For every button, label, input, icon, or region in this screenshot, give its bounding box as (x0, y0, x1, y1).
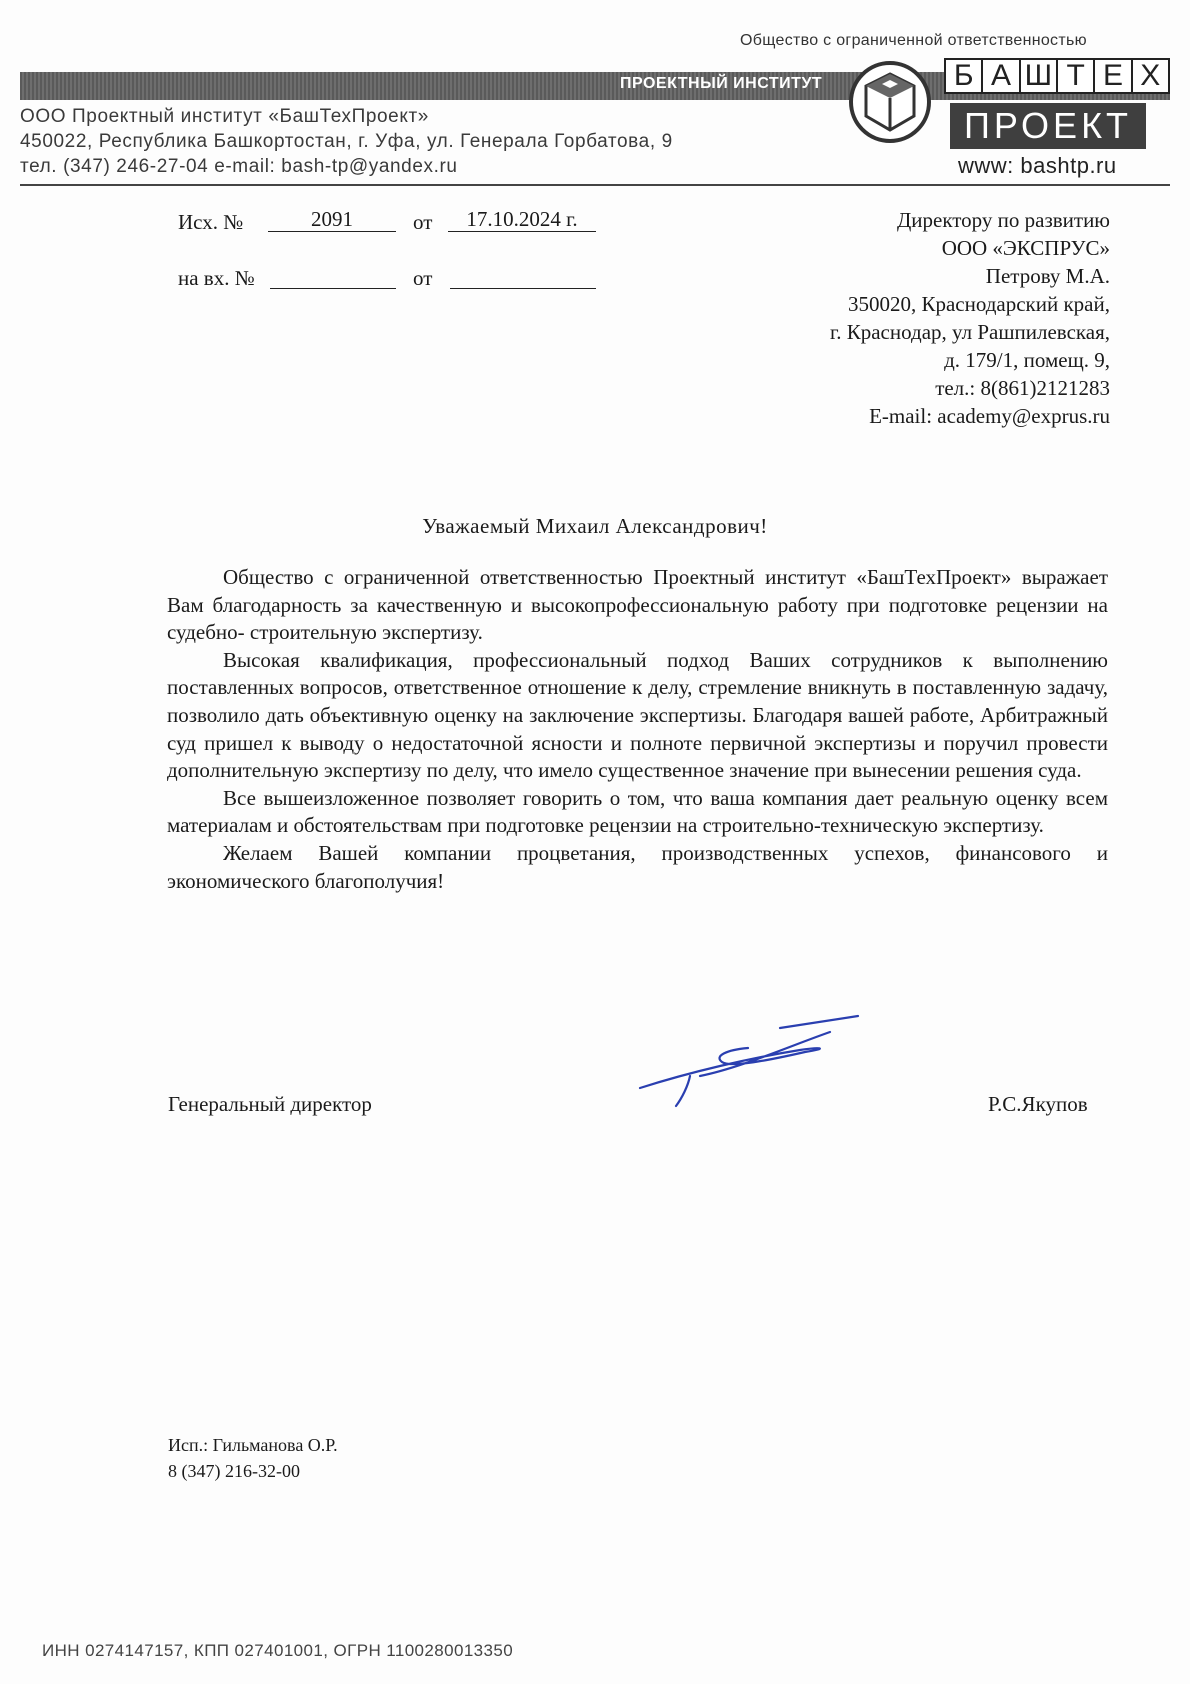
brand-letter: Т (1056, 58, 1095, 94)
executor-phone: 8 (347) 216-32-00 (168, 1461, 300, 1481)
letterhead-divider (20, 184, 1170, 186)
letterhead-brand-proekt: ПРОЕКТ (950, 103, 1146, 149)
signatory-title: Генеральный директор (168, 1092, 372, 1116)
brand-letter: Х (1131, 58, 1170, 94)
incoming-date-label: от (413, 266, 433, 290)
handwritten-signature (630, 1010, 860, 1110)
body-paragraph: Общество с ограниченной ответственностью Проектный институт «БашТехПроект» выражает Вам благодарность за качественную и высокопрофессиональную работу при подготовке рецензии на судебно- строительную экспертизу. (167, 565, 1108, 645)
letterhead-website: www: bashtp.ru (958, 153, 1117, 178)
letterhead-brand-name (946, 58, 1170, 94)
recipient-block (680, 206, 1110, 430)
company-logo-emblem (848, 60, 932, 144)
recipient-position: Директору по развитию (896, 208, 1110, 232)
body-paragraph: Высокая квалификация, профессиональный подход Ваших сотрудников к выполнению поставленных вопросов, ответственное отношение к делу, стремление вникнуть в поставленную задачу, позволило дать объективную оценку на заключение экспертизы. Благодаря вашей работе, Арбитражный суд пришел к выводу о недостаточной ясности и полноте первичной экспертизы и поручил провести дополнительную экспертизу по делу, что имело существенное значение при вынесении решения суда. (167, 647, 1108, 783)
letterhead-company-name: ООО Проектный институт «БашТехПроект» (20, 106, 429, 127)
brand-letter: Е (1093, 58, 1132, 94)
executor-name: Исп.: Гильманова О.Р. (168, 1435, 338, 1455)
recipient-address-street: г. Краснодар, ул Рашпилевская, (829, 320, 1110, 344)
signatory-name: Р.С.Якупов (988, 1092, 1088, 1116)
letterhead-band-text: ПРОЕКТНЫЙ ИНСТИТУТ (620, 75, 823, 92)
salutation: Уважаемый Михаил Александрович! (422, 514, 768, 538)
executor-block (168, 1432, 338, 1484)
incoming-date (450, 264, 596, 289)
brand-letter: Ш (1019, 58, 1058, 94)
recipient-email: E-mail: academy@exprus.ru (869, 404, 1110, 428)
recipient-address-building: д. 179/1, помещ. 9, (944, 348, 1110, 372)
body-paragraph: Все вышеизложенное позволяет говорить о том, что ваша компания дает реальную оценку всем материалам и обстоятельствам при подготовке рецензии на строительно-техническую экспертизу. (167, 785, 1108, 838)
letter-body (167, 564, 1108, 895)
recipient-phone: тел.: 8(861)2121283 (935, 376, 1110, 400)
letterhead-contacts: тел. (347) 246-27-04 e-mail: bash-tp@yandex.ru (20, 156, 458, 177)
company-registration-ids: ИНН 0274147157, КПП 027401001, ОГРН 1100280013350 (42, 1641, 514, 1660)
letterhead-address: 450022, Республика Башкортостан, г. Уфа, ул. Генерала Горбатова, 9 (20, 131, 673, 152)
brand-letter: А (981, 58, 1020, 94)
outgoing-number-label: Исх. № (178, 210, 244, 234)
outgoing-date: 17.10.2024 г. (448, 207, 596, 232)
body-paragraph: Желаем Вашей компании процветания, производственных успехов, финансового и экономического благополучия! (167, 840, 1108, 893)
recipient-address-region: 350020, Краснодарский край, (847, 292, 1110, 316)
incoming-number-label: на вх. № (178, 266, 255, 290)
outgoing-number: 2091 (268, 207, 396, 232)
recipient-company: ООО «ЭКСПРУС» (941, 236, 1110, 260)
recipient-name: Петрову М.А. (985, 264, 1110, 288)
outgoing-date-label: от (413, 210, 433, 234)
incoming-number (270, 264, 396, 289)
brand-letter: Б (944, 58, 983, 94)
letterhead-company-form: Общество с ограниченной ответственностью (740, 32, 1087, 49)
